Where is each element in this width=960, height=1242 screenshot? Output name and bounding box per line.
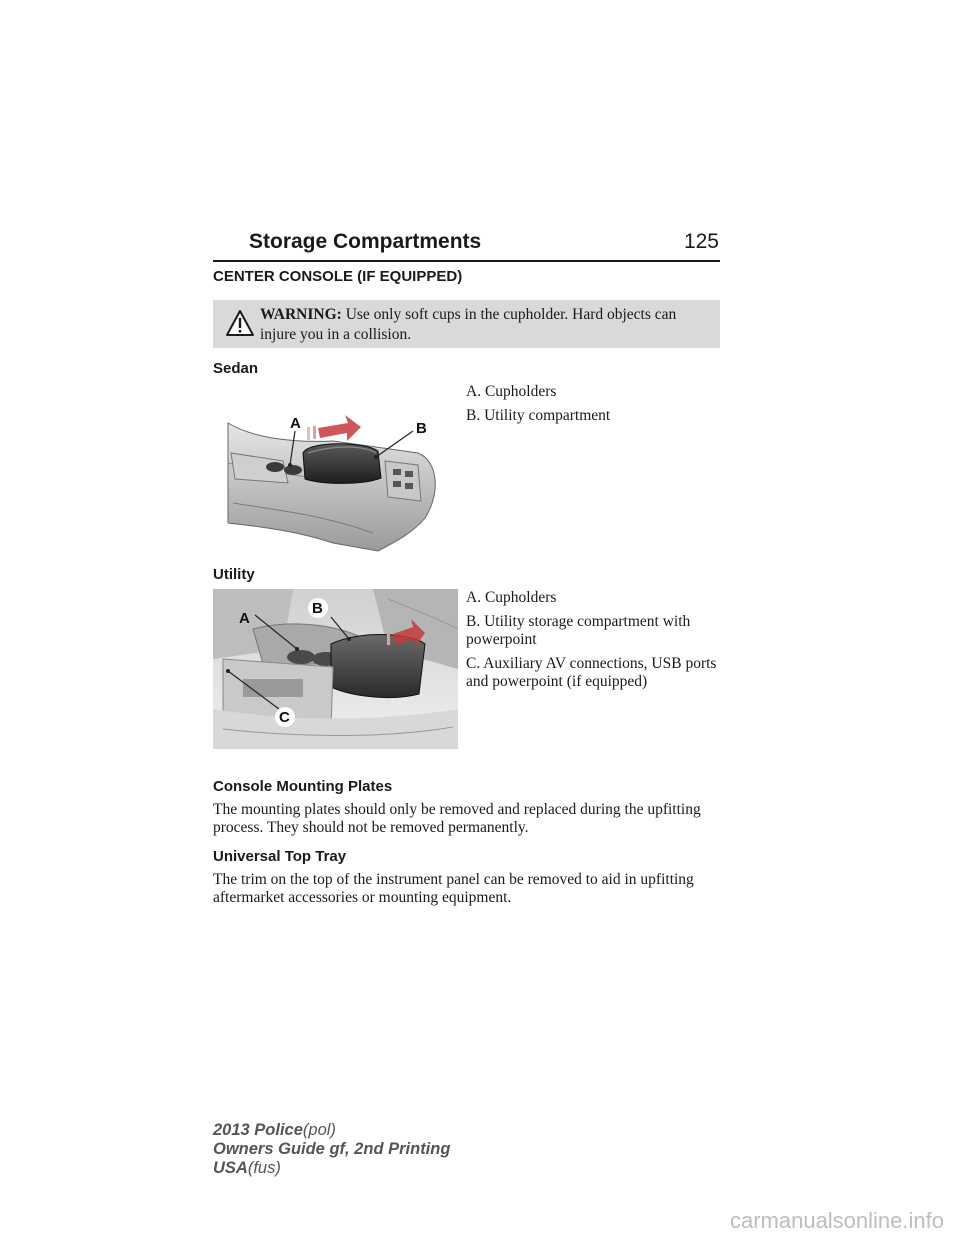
warning-triangle-icon (225, 309, 255, 337)
utility-console-illustration (213, 589, 458, 749)
mounting-plates-text: The mounting plates should only be removed and replaced during the upfitting process. They should not be removed permanently. (213, 801, 701, 836)
mounting-plates-heading: Console Mounting Plates (213, 778, 393, 795)
warning-box (213, 300, 720, 348)
sedan-heading: Sedan (213, 360, 259, 377)
utility-heading: Utility (213, 566, 255, 583)
sedan-callout-b: B. Utility compartment (466, 407, 611, 424)
footer-market: USA (213, 1159, 248, 1177)
site-watermark: carmanualsonline.info (729, 1208, 944, 1233)
footer-market-code: (fus) (247, 1159, 281, 1177)
utility-console-figure (213, 589, 458, 749)
sedan-label-b: B (416, 420, 427, 437)
header-divider (213, 260, 720, 262)
sedan-console-figure (213, 383, 458, 553)
sedan-label-a: A (290, 415, 301, 432)
page-number: 125 (683, 230, 719, 253)
utility-label-a: A (239, 610, 250, 627)
footer-model: 2013 Police (213, 1121, 303, 1139)
footer-guide: Owners Guide gf, 2nd Printing (213, 1140, 451, 1158)
utility-label-c: C (279, 709, 290, 726)
section-heading: CENTER CONSOLE (IF EQUIPPED) (213, 268, 463, 285)
warning-message: Use only soft cups in the cupholder. Hard objects can injure you in a collision. (260, 306, 677, 343)
utility-label-b: B (312, 600, 323, 617)
sedan-console-illustration (213, 383, 458, 553)
utility-callout-a: A. Cupholders (466, 589, 557, 606)
utility-callout-c: C. Auxiliary AV connections, USB ports and powerpoint (if equipped) (466, 655, 717, 690)
sedan-callout-list (466, 383, 722, 425)
top-tray-heading: Universal Top Tray (213, 848, 347, 865)
footer-model-code: (pol) (302, 1121, 336, 1139)
sedan-callout-a: A. Cupholders (466, 383, 557, 400)
utility-callout-list (466, 589, 722, 691)
utility-callout-b: B. Utility storage compartment with powerpoint (466, 613, 691, 648)
warning-text (260, 305, 700, 345)
top-tray-text: The trim on the top of the instrument panel can be removed to aid in upfitting aftermarket accessories or mounting equipment. (213, 871, 694, 906)
page-header-title: Storage Compartments (249, 230, 482, 253)
warning-label: WARNING: (260, 306, 342, 323)
print-footer (213, 1121, 450, 1178)
